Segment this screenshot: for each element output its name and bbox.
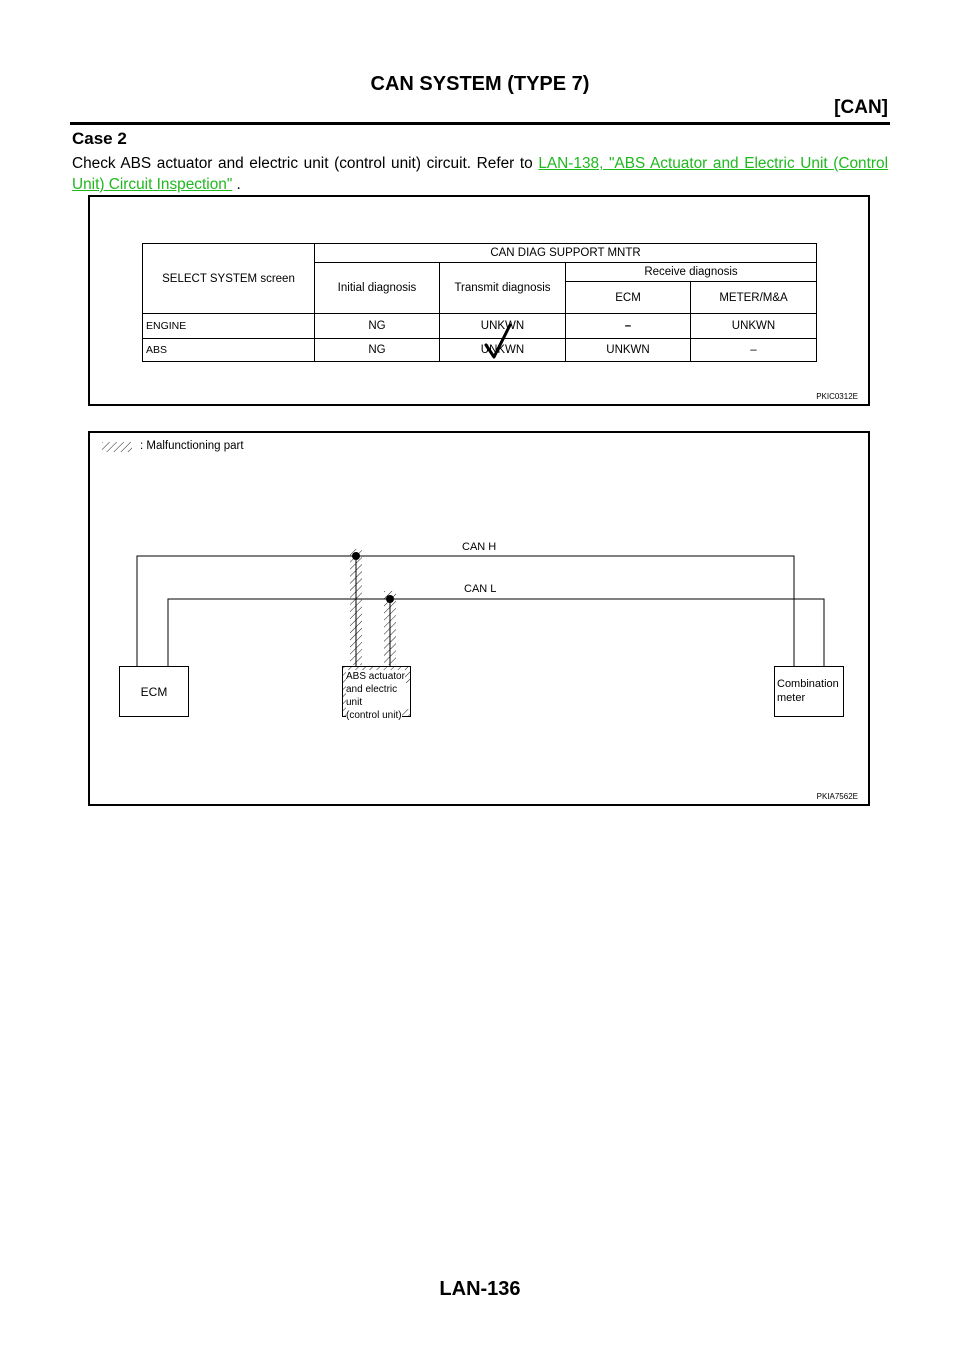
- page-number: LAN-136: [439, 1278, 521, 1300]
- meter-label-line: Combination: [777, 678, 839, 690]
- initial-value: NG: [315, 339, 440, 362]
- can-h-wire: [137, 556, 794, 666]
- legend-label: : Malfunctioning part: [140, 440, 244, 452]
- transmit-value: UNKWN: [440, 314, 566, 339]
- instruction-end: .: [232, 176, 241, 193]
- section-tag: [CAN]: [834, 97, 888, 118]
- abs-actuator-unit: [342, 666, 411, 721]
- figure-code: PKIA7562E: [816, 792, 858, 801]
- can-diag-header: CAN DIAG SUPPORT MNTR: [315, 244, 817, 263]
- circuit-wiring: [90, 433, 872, 808]
- reference-link[interactable]: LAN-138, "ABS Actuator and Electric Unit (Control Unit) Circuit Inspection": [72, 155, 888, 193]
- transmit-diagnosis-header: Transmit diagnosis: [440, 263, 566, 314]
- combination-meter-unit: [774, 666, 844, 717]
- select-system-header: SELECT SYSTEM screen: [143, 244, 315, 314]
- ecm-column-header: ECM: [566, 282, 691, 314]
- instruction-text: Check ABS actuator and electric unit (control unit) circuit. Refer to: [72, 155, 539, 172]
- system-name: ENGINE: [143, 314, 315, 339]
- figure-code: PKIC0312E: [816, 392, 858, 401]
- meter-column-header: METER/M&A: [691, 282, 817, 314]
- ecm-unit: [119, 666, 189, 717]
- can-h-label: CAN H: [462, 541, 497, 553]
- abs-label-line: (control unit): [346, 710, 402, 721]
- meter-value: –: [691, 339, 817, 362]
- ecm-value: UNKWN: [566, 339, 691, 362]
- abs-label-line: and electric unit: [346, 683, 410, 709]
- can-l-label: CAN L: [464, 583, 497, 595]
- diagnosis-table-figure: [88, 195, 870, 406]
- initial-value: NG: [315, 314, 440, 339]
- transmit-value: UNKWN: [440, 339, 566, 362]
- check-mark-overlay: [90, 197, 872, 408]
- ecm-value: –: [566, 314, 691, 339]
- can-h-junction: [352, 552, 360, 560]
- ecm-label: ECM: [140, 684, 168, 699]
- abs-label-line: ABS actuator: [346, 671, 405, 682]
- check-mark-icon: [486, 325, 510, 357]
- system-name: ABS: [143, 339, 315, 362]
- page-title: CAN SYSTEM (TYPE 7): [370, 73, 590, 95]
- receive-diagnosis-header: Receive diagnosis: [566, 263, 817, 282]
- can-l-junction: [386, 595, 394, 603]
- header-rule: [70, 122, 890, 125]
- circuit-diagram-figure: [88, 431, 870, 806]
- meter-label-line: meter: [777, 692, 806, 704]
- case-instruction: [72, 153, 888, 195]
- initial-diagnosis-header: Initial diagnosis: [315, 263, 440, 314]
- can-l-wire: [168, 599, 824, 666]
- case-heading: Case 2: [72, 129, 127, 148]
- meter-value: UNKWN: [691, 314, 817, 339]
- legend-hatch-icon: [102, 442, 132, 452]
